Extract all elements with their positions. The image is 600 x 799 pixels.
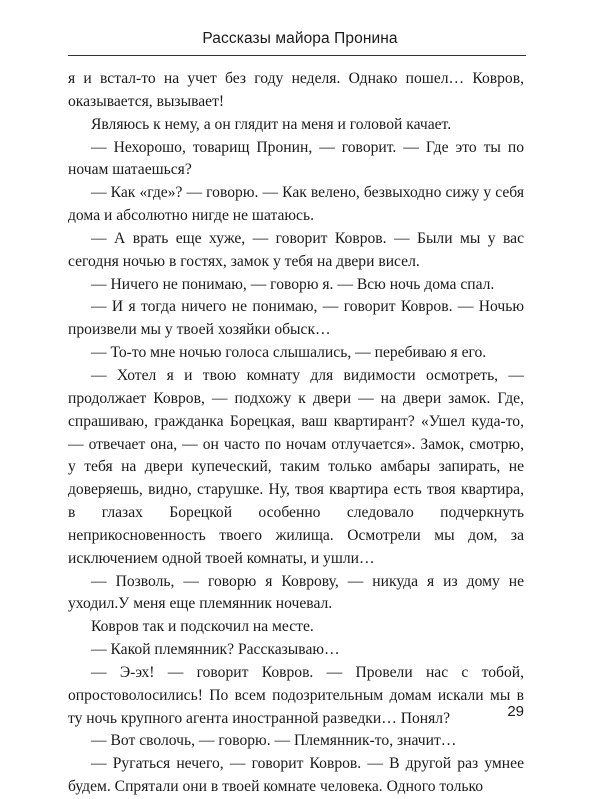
paragraph: — Нехорошо, товарищ Пронин, — говорит. — Где это ты по ночам шатаешься? — [68, 138, 524, 179]
page-number: 29 — [507, 703, 524, 720]
running-head-title: Рассказы майора Пронина — [202, 30, 398, 47]
paragraph: — Э-эх! — говорит Ковров. — Провели нас с тобой, опростоволосились! По всем подозрительным домам искали мы в ту ночь крупного агента иностранной разведки… Понял? — [68, 663, 524, 727]
paragraph: я и встал-то на учет без году неделя. Однако пошел… Ковров, оказывается, вызывает! — [68, 70, 524, 110]
paragraph: — Вот сволочь, — говорю. — Племянник-то, значит… — [91, 732, 457, 750]
paragraph: — А врать еще хуже, — говорит Ковров. — Были мы у вас сегодня ночью в гостях, замок у тебя на двери висел. — [68, 229, 524, 270]
paragraph: — Ничего не понимаю, — говорю я. — Всю ночь дома спал. — [91, 275, 495, 293]
paragraph: — Какой племянник? Рассказываю… — [91, 641, 340, 659]
paragraph: Ковров так и подскочил на месте. — [91, 618, 314, 636]
paragraph: — Позволь, — говорю я Коврову, — никуда я из дому не уходил.У меня еще племянник ночевал. — [68, 572, 524, 613]
paragraph: — Хотел я и твою комнату для видимости осмотреть, — продолжает Ковров, — подхожу к двери — на двери замок. Где, спрашиваю, гражданка Борецкая, ваш квартирант? «Ушел куда-то, — отвечает она, — он часто по ночам отлучается». Замок, смотрю, у тебя на двери купеческий, таким только амбары запирать, не доверяешь, видно, старушке. Ну, твоя квартира есть твоя квартира, в глазах Борецкой особенно следовало подчеркнуть неприкосновенность твоего жилища. Осмотрели мы дом, за исключением одной твоей комнаты, и ушли… — [68, 366, 524, 567]
paragraph: — И я тогда ничего не понимаю, — говорит Ковров. — Ночью произвели мы у твоей хозяйки обыск… — [68, 298, 524, 339]
body-text — [68, 68, 524, 799]
header-rule — [68, 55, 526, 56]
paragraph: — Как «где»? — говорю. — Как велено, безвыходно сижу у себя дома и абсолютно нигде не шатаюсь. — [68, 184, 524, 225]
paragraph: Являюсь к нему, а он глядит на меня и головой качает. — [91, 115, 452, 133]
paragraph: — Ругаться нечего, — говорит Ковров. — В другой раз умнее будем. Спрятали они в твоей комнате человека. Одного только — [68, 755, 524, 796]
paragraph: — То-то мне ночью голоса слышались, — перебиваю я его. — [91, 344, 487, 362]
